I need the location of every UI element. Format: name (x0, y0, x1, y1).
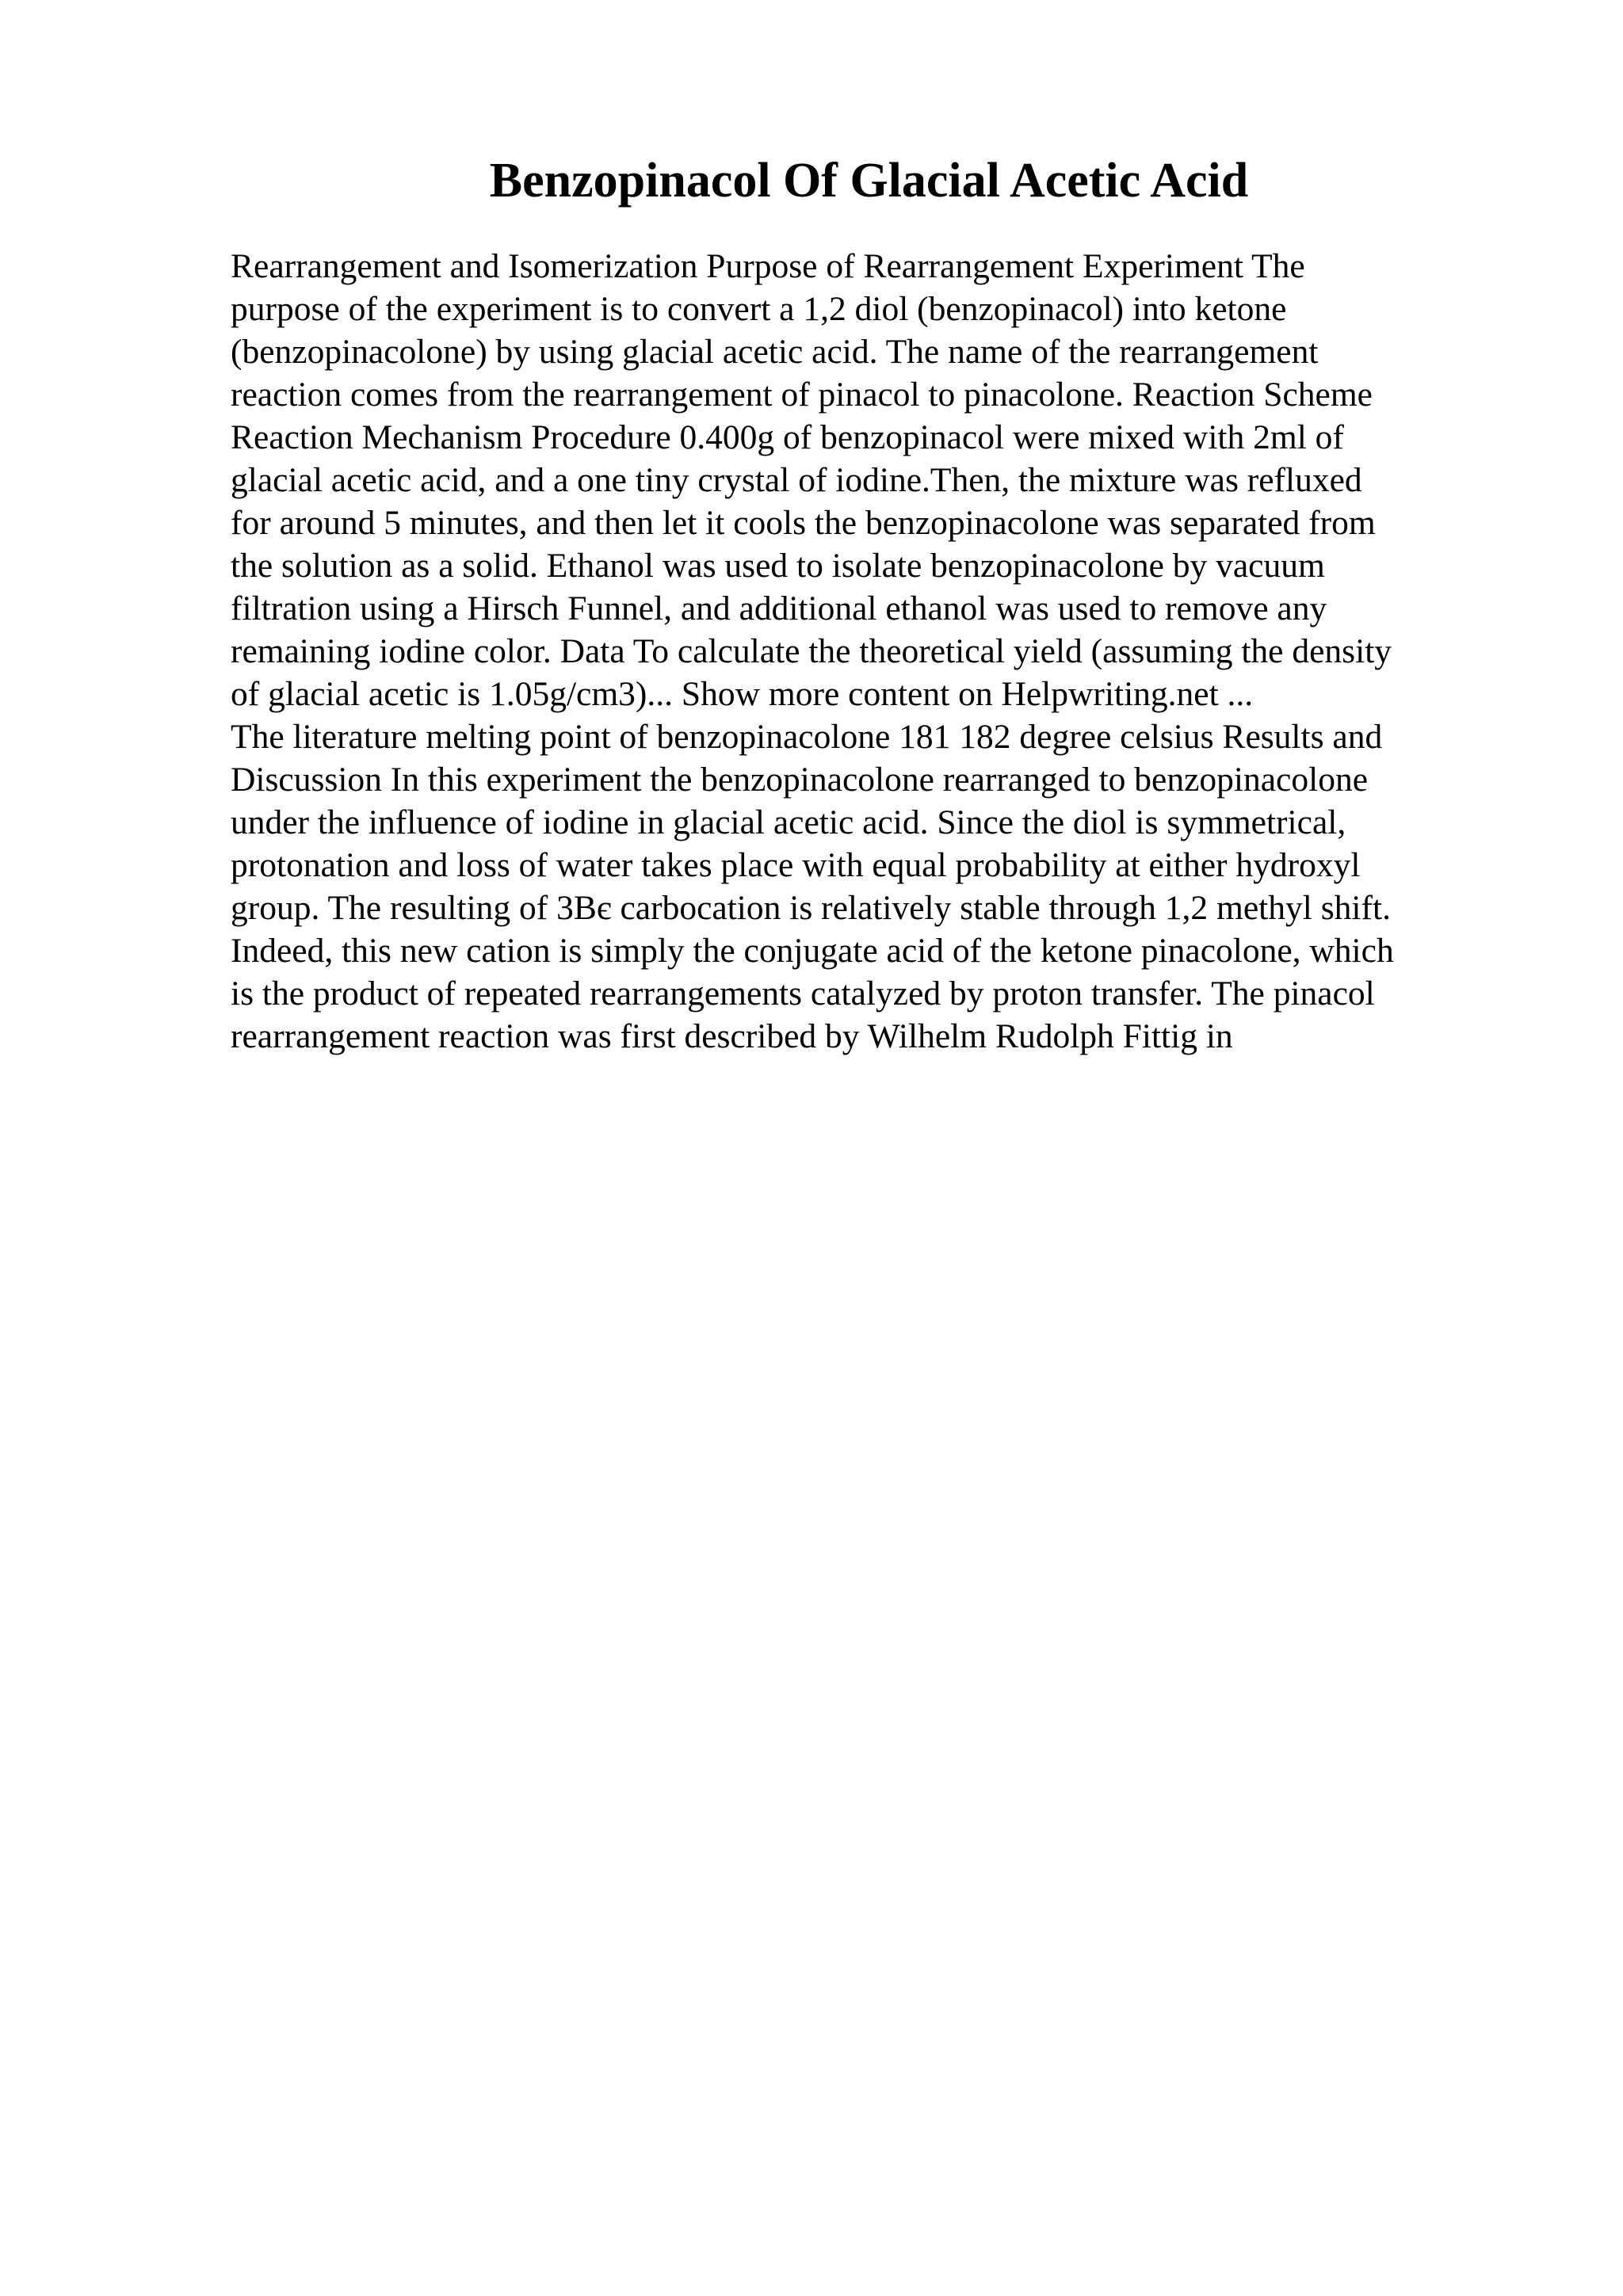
body-line: filtration using a Hirsch Funnel, and additional ethanol was used to remove any (231, 589, 1327, 627)
body-line: under the influence of iodine in glacial acetic acid. Since the diol is symmetrical, (231, 803, 1346, 841)
body-line: glacial acetic acid, and a one tiny crystal of iodine.Then, the mixture was refluxed (231, 461, 1362, 499)
body-line: Rearrangement and Isomerization Purpose of Rearrangement Experiment The (231, 247, 1305, 285)
body-line: purpose of the experiment is to convert a 1,2 diol (benzopinacol) into ketone (231, 290, 1287, 328)
body-line: of glacial acetic is 1.05g/cm3)... Show more content on Helpwriting.net ... (231, 675, 1254, 713)
body-line: The literature melting point of benzopinacolone 181 182 degree celsius Results and (231, 718, 1383, 756)
body-line: protonation and loss of water takes place with equal probability at either hydroxyl (231, 846, 1361, 884)
body-line: Discussion In this experiment the benzopinacolone rearranged to benzopinacolone (231, 761, 1369, 799)
body-line: for around 5 minutes, and then let it cools the benzopinacolone was separated from (231, 504, 1376, 542)
body-line: (benzopinacolone) by using glacial acetic acid. The name of the rearrangement (231, 333, 1319, 371)
body-line: Reaction Mechanism Procedure 0.400g of benzopinacol were mixed with 2ml of (231, 418, 1344, 456)
body-line: group. The resulting of 3Bє carbocation is relatively stable through 1,2 methyl shift. (231, 889, 1391, 927)
body-line: is the product of repeated rearrangements catalyzed by proton transfer. The pinacol (231, 974, 1375, 1013)
document-body (231, 245, 1499, 1058)
body-line: remaining iodine color. Data To calculate the theoretical yield (assuming the density (231, 632, 1392, 670)
body-line: Indeed, this new cation is simply the conjugate acid of the ketone pinacolone, which (231, 932, 1394, 970)
body-line: reaction comes from the rearrangement of pinacol to pinacolone. Reaction Scheme (231, 376, 1373, 414)
document-title: Benzopinacol Of Glacial Acetic Acid (489, 154, 1249, 208)
body-line: the solution as a solid. Ethanol was used to isolate benzopinacolone by vacuum (231, 547, 1325, 585)
body-line: rearrangement reaction was first described by Wilhelm Rudolph Fittig in (231, 1017, 1233, 1055)
